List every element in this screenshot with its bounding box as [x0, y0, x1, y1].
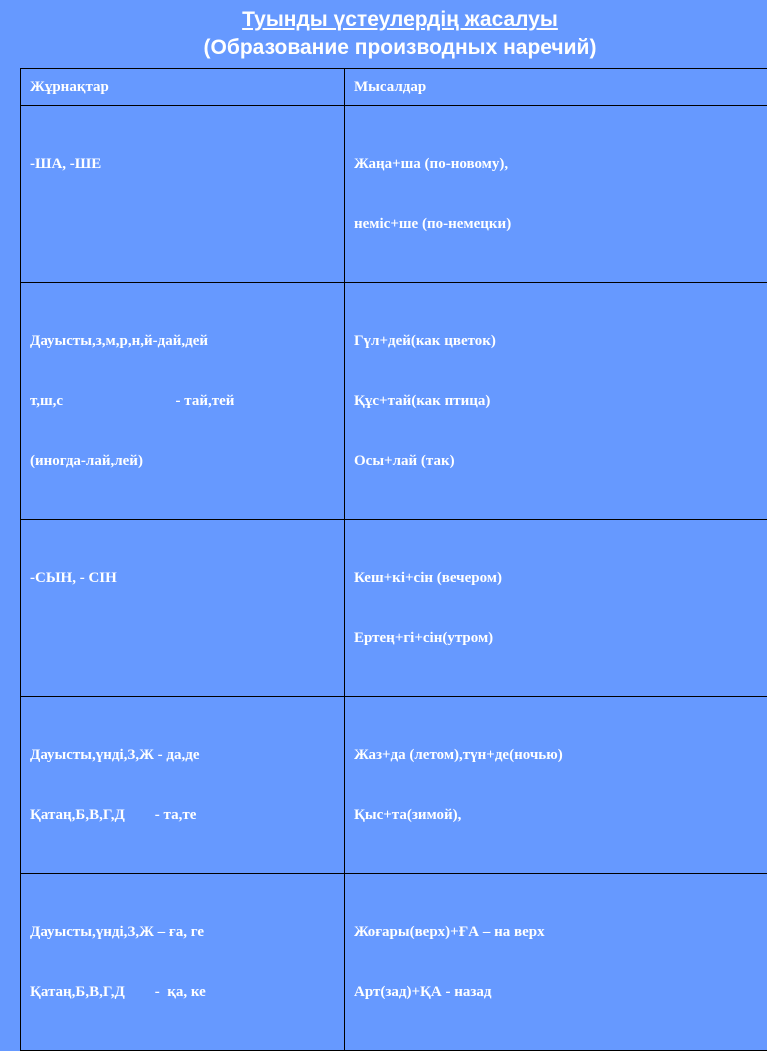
suffix-table: [20, 68, 767, 1051]
suffix-line: т,ш,с - тай,тей: [30, 391, 335, 411]
table-row: [21, 520, 767, 697]
example-line: Гүл+дей(как цветок): [354, 331, 758, 351]
table-row: [21, 697, 767, 874]
examples-cell: [345, 106, 767, 283]
examples-cell: [345, 283, 767, 520]
table-header-row: [21, 69, 767, 106]
suffix-cell: [21, 697, 345, 874]
examples-cell: [345, 520, 767, 697]
suffix-line: Қатаң,Б,В,Г,Д - та,те: [30, 805, 335, 825]
example-line: Жаңа+ша (по-новому),: [354, 154, 758, 174]
example-line: Қыс+та(зимой),: [354, 805, 758, 825]
slide-title: [0, 6, 767, 62]
example-line: Кеш+кі+сін (вечером): [354, 568, 758, 588]
example-line: Арт(зад)+ҚА - назад: [354, 982, 758, 1002]
suffix-line: Дауысты,з,м,р,н,й-дай,дей: [30, 331, 335, 351]
suffix-cell: [21, 283, 345, 520]
suffix-line: (иногда-лай,лей): [30, 451, 335, 471]
examples-cell: [345, 874, 767, 1051]
suffix-line: Қатаң,Б,В,Г,Д - қа, ке: [30, 982, 335, 1002]
header-examples: Мысалдар: [345, 69, 767, 106]
table-row: [21, 106, 767, 283]
suffix-cell: [21, 874, 345, 1051]
title-russian: (Образование производных наречий): [0, 34, 767, 62]
example-line: неміс+ше (по-немецки): [354, 214, 758, 234]
example-line: Осы+лай (так): [354, 451, 758, 471]
suffix-line: -ША, -ШЕ: [30, 154, 335, 174]
table-row: [21, 283, 767, 520]
table-row: [21, 874, 767, 1051]
example-line: Ертең+гі+сін(утром): [354, 628, 758, 648]
examples-cell: [345, 697, 767, 874]
title-kazakh: Туынды үстеулердің жасалуы: [0, 6, 767, 34]
header-suffixes: Жұрнақтар: [21, 69, 345, 106]
example-line: Жаз+да (летом),түн+де(ночью): [354, 745, 758, 765]
suffix-line: -СЫН, - СІН: [30, 568, 335, 588]
suffix-line: Дауысты,үнді,З,Ж - да,де: [30, 745, 335, 765]
suffix-cell: [21, 520, 345, 697]
example-line: Жоғары(верх)+ҒА – на верх: [354, 922, 758, 942]
suffix-line: Дауысты,үнді,З,Ж – ға, ге: [30, 922, 335, 942]
suffix-cell: [21, 106, 345, 283]
example-line: Құс+тай(как птица): [354, 391, 758, 411]
